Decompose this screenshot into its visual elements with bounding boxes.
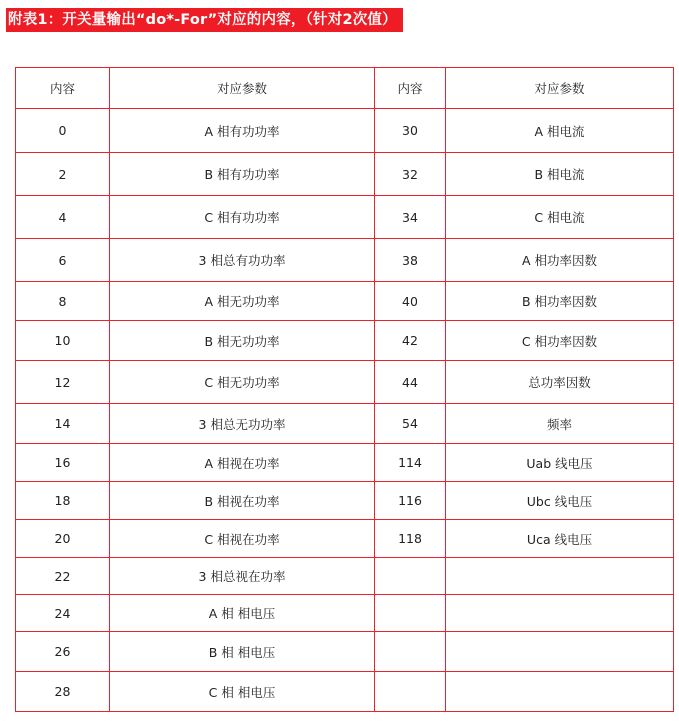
param-right-cell: Uab 线电压	[446, 444, 674, 482]
code-left-cell: 10	[16, 321, 110, 361]
table-row	[16, 321, 674, 361]
code-right-cell: 118	[375, 520, 446, 558]
param-left-cell: B 相视在功率	[110, 482, 375, 520]
table-row	[16, 239, 674, 282]
code-left-cell: 28	[16, 672, 110, 712]
code-left-cell: 12	[16, 361, 110, 404]
code-right-cell: 30	[375, 109, 446, 153]
param-left-cell: A 相 相电压	[110, 595, 375, 632]
code-right-cell: 38	[375, 239, 446, 282]
code-left-cell: 22	[16, 558, 110, 595]
param-left-cell: A 相有功功率	[110, 109, 375, 153]
param-right-cell: 频率	[446, 404, 674, 444]
table-row	[16, 672, 674, 712]
code-left-cell: 18	[16, 482, 110, 520]
header-code-right: 内容	[375, 68, 446, 109]
param-left-cell: C 相视在功率	[110, 520, 375, 558]
param-left-cell: C 相有功功率	[110, 196, 375, 239]
code-left-cell: 4	[16, 196, 110, 239]
header-code-left: 内容	[16, 68, 110, 109]
table-row	[16, 153, 674, 196]
header-param-right: 对应参数	[446, 68, 674, 109]
code-left-cell: 26	[16, 632, 110, 672]
table-row	[16, 482, 674, 520]
code-right-cell	[375, 558, 446, 595]
param-right-cell: B 相功率因数	[446, 282, 674, 321]
table-row	[16, 520, 674, 558]
param-left-cell: B 相有功功率	[110, 153, 375, 196]
param-left-cell: C 相 相电压	[110, 672, 375, 712]
code-left-cell: 0	[16, 109, 110, 153]
code-left-cell: 6	[16, 239, 110, 282]
code-left-cell: 16	[16, 444, 110, 482]
code-right-cell: 116	[375, 482, 446, 520]
code-right-cell: 40	[375, 282, 446, 321]
header-param-left: 对应参数	[110, 68, 375, 109]
param-left-cell: C 相无功功率	[110, 361, 375, 404]
param-right-cell: A 相功率因数	[446, 239, 674, 282]
param-left-cell: 3 相总有功功率	[110, 239, 375, 282]
code-left-cell: 24	[16, 595, 110, 632]
table-row	[16, 558, 674, 595]
code-right-cell: 32	[375, 153, 446, 196]
table-row	[16, 282, 674, 321]
code-right-cell	[375, 632, 446, 672]
param-right-cell	[446, 558, 674, 595]
param-right-cell: 总功率因数	[446, 361, 674, 404]
code-left-cell: 8	[16, 282, 110, 321]
table-row	[16, 632, 674, 672]
param-left-cell: B 相 相电压	[110, 632, 375, 672]
param-right-cell	[446, 632, 674, 672]
code-right-cell	[375, 672, 446, 712]
table-row	[16, 109, 674, 153]
table-row	[16, 444, 674, 482]
table-header-row	[16, 68, 674, 109]
code-left-cell: 2	[16, 153, 110, 196]
code-right-cell: 42	[375, 321, 446, 361]
param-right-cell: B 相电流	[446, 153, 674, 196]
param-right-cell: A 相电流	[446, 109, 674, 153]
param-right-cell: Uca 线电压	[446, 520, 674, 558]
param-right-cell	[446, 595, 674, 632]
param-left-cell: 3 相总无功功率	[110, 404, 375, 444]
param-right-cell: C 相电流	[446, 196, 674, 239]
param-left-cell: B 相无功功率	[110, 321, 375, 361]
param-right-cell: Ubc 线电压	[446, 482, 674, 520]
param-right-cell	[446, 672, 674, 712]
code-right-cell: 34	[375, 196, 446, 239]
table-row	[16, 595, 674, 632]
code-right-cell	[375, 595, 446, 632]
code-left-cell: 14	[16, 404, 110, 444]
param-left-cell: 3 相总视在功率	[110, 558, 375, 595]
table-caption: 附表1：开关量输出“do*-For”对应的内容，（针对2次值）	[6, 8, 403, 32]
param-left-cell: A 相无功功率	[110, 282, 375, 321]
table-row	[16, 196, 674, 239]
code-right-cell: 114	[375, 444, 446, 482]
param-right-cell: C 相功率因数	[446, 321, 674, 361]
code-right-cell: 54	[375, 404, 446, 444]
table-row	[16, 361, 674, 404]
code-left-cell: 20	[16, 520, 110, 558]
code-right-cell: 44	[375, 361, 446, 404]
parameter-table	[15, 67, 674, 712]
param-left-cell: A 相视在功率	[110, 444, 375, 482]
table-row	[16, 404, 674, 444]
